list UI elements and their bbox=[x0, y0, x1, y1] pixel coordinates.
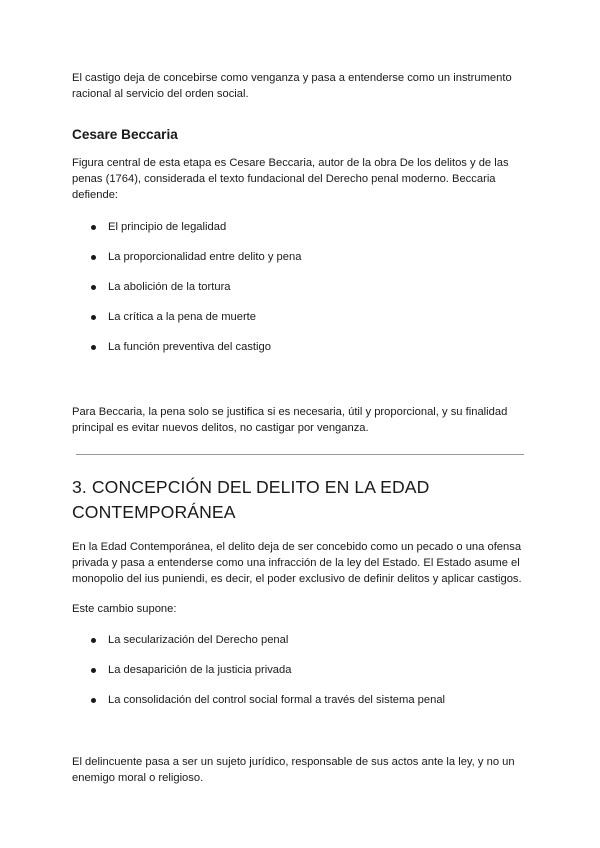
list-item bbox=[72, 309, 528, 339]
section-title: 3. CONCEPCIÓN DEL DELITO EN LA EDAD CONTEMPORÁNEA bbox=[72, 477, 430, 522]
subsection-title: Cesare Beccaria bbox=[72, 127, 178, 142]
section-lead: Este cambio supone: bbox=[72, 603, 177, 615]
list-item-text: La abolición de la tortura bbox=[108, 281, 231, 293]
bullet-icon bbox=[91, 285, 96, 290]
list-item bbox=[72, 632, 528, 662]
bullet-icon bbox=[91, 225, 96, 230]
subsection-closing: Para Beccaria, la pena solo se justifica si es necesaria, útil y proporcional, y su finalidad principal es evitar nuevos delitos, no castigar por venganza. bbox=[72, 406, 508, 434]
bullet-icon bbox=[91, 668, 96, 673]
bullet-icon bbox=[91, 698, 96, 703]
section-divider bbox=[76, 454, 524, 455]
list-item-text: La crítica a la pena de muerte bbox=[108, 311, 257, 323]
list-item-text: La proporcionalidad entre delito y pena bbox=[108, 251, 302, 263]
change-list bbox=[72, 632, 528, 722]
bullet-icon bbox=[91, 315, 96, 320]
beccaria-list bbox=[72, 219, 528, 369]
bullet-icon bbox=[91, 255, 96, 260]
list-item bbox=[72, 662, 528, 692]
list-item bbox=[72, 692, 528, 722]
list-item bbox=[72, 249, 528, 279]
bullet-icon bbox=[91, 345, 96, 350]
list-item-text: La función preventiva del castigo bbox=[108, 341, 271, 353]
list-item-text: La consolidación del control social formal a través del sistema penal bbox=[108, 694, 446, 706]
section-closing: El delincuente pasa a ser un sujeto jurídico, responsable de sus actos ante la ley, y no un enemigo moral o religioso. bbox=[72, 756, 515, 784]
list-item-text: La secularización del Derecho penal bbox=[108, 634, 289, 646]
list-item-text: La desaparición de la justicia privada bbox=[108, 664, 292, 676]
list-item bbox=[72, 219, 528, 249]
subsection-paragraph: Figura central de esta etapa es Cesare Beccaria, autor de la obra De los delitos y de las penas (1764), considerada el texto fundacional del Derecho penal moderno. Beccaria defiende: bbox=[72, 157, 509, 201]
bullet-icon bbox=[91, 638, 96, 643]
document-page bbox=[72, 70, 528, 786]
list-item bbox=[72, 339, 528, 369]
list-item-text: El principio de legalidad bbox=[108, 221, 227, 233]
list-item bbox=[72, 279, 528, 309]
section-paragraph: En la Edad Contemporánea, el delito deja de ser concebido como un pecado o una ofensa privada y pasa a entenderse como una infracción de la ley del Estado. El Estado asume el monopolio del ius puniendi, es decir, el poder exclusivo de definir delitos y aplicar castigos. bbox=[72, 541, 522, 585]
intro-paragraph: El castigo deja de concebirse como venganza y pasa a entenderse como un instrumento racional al servicio del orden social. bbox=[72, 72, 512, 100]
